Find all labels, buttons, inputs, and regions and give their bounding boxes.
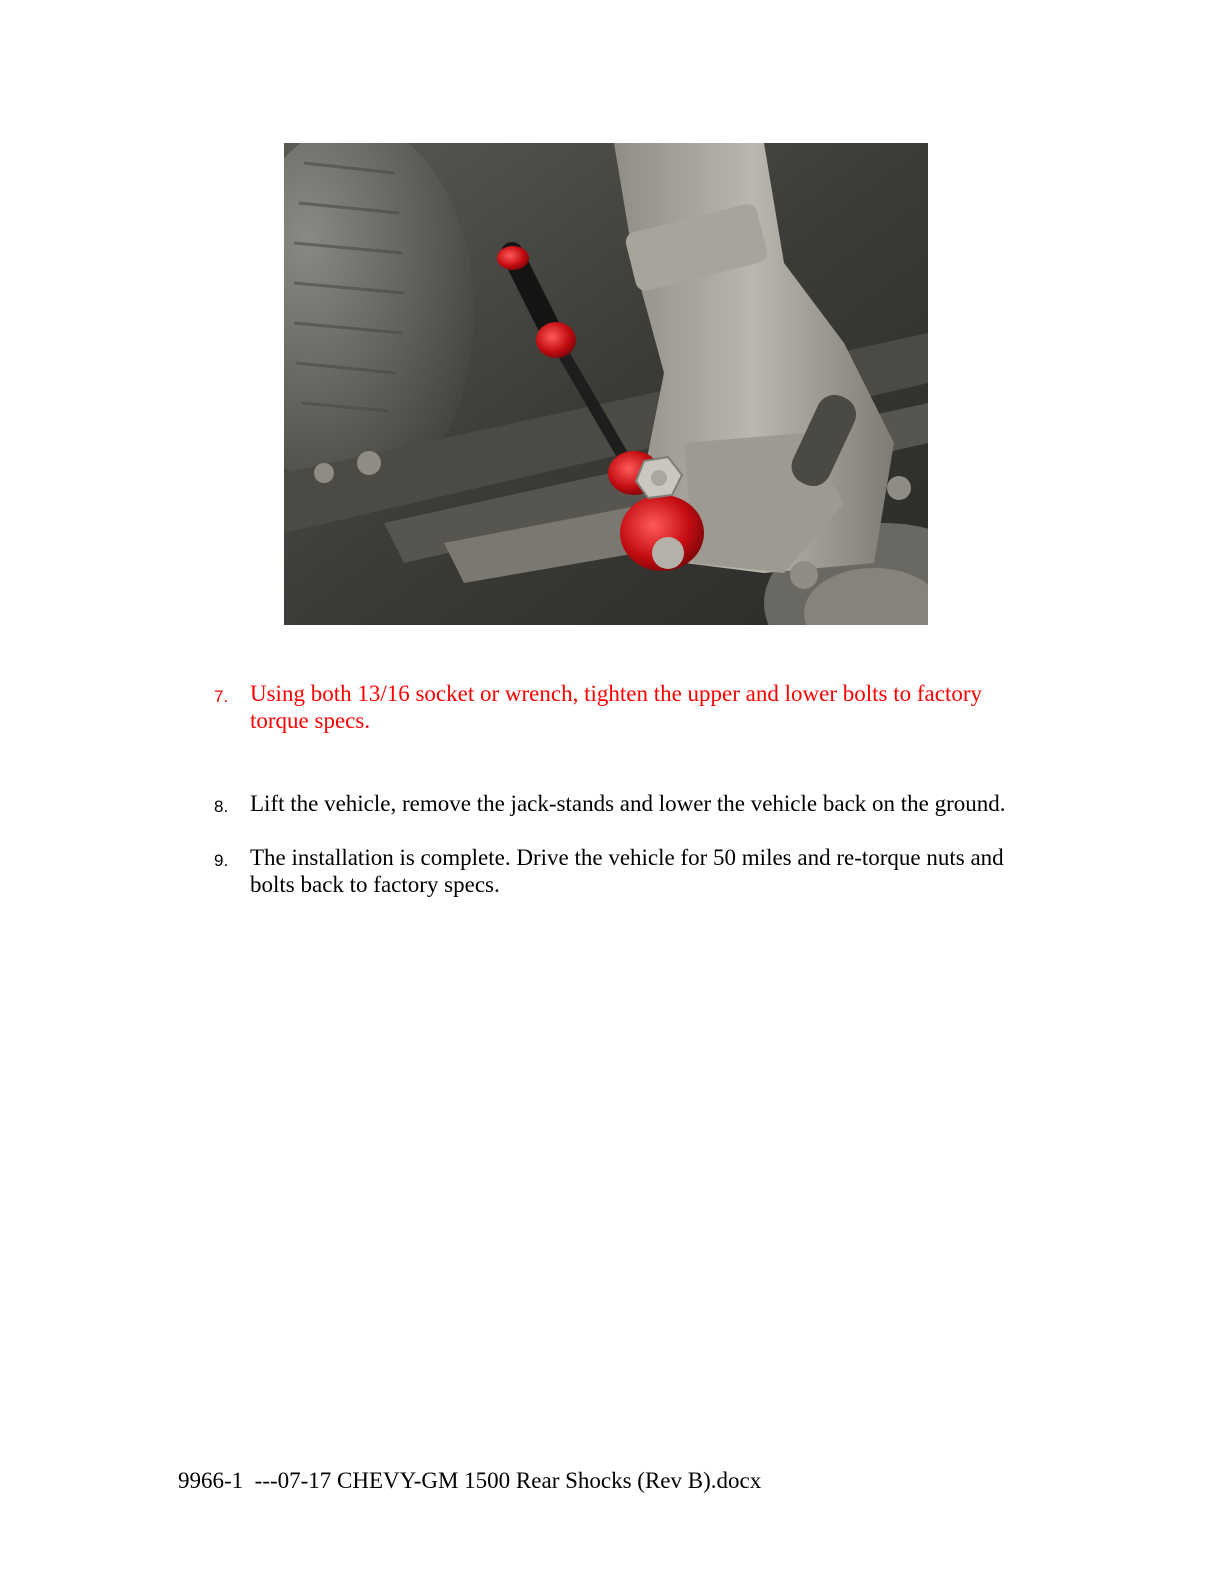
step-9-number: 9.: [214, 851, 229, 870]
step-8-number: 8.: [214, 797, 229, 816]
document-footer: 9966-1 ---07-17 CHEVY-GM 1500 Rear Shocks (Rev B).docx: [178, 1468, 762, 1493]
step-7-text: Using both 13/16 socket or wrench, tighten the upper and lower bolts to factory torque specs.: [250, 681, 983, 733]
step-7: [214, 680, 1044, 734]
step-7-number: 7.: [214, 687, 229, 706]
step-8-text: Lift the vehicle, remove the jack-stands and lower the vehicle back on the ground.: [250, 791, 1006, 816]
step-9-text: The installation is complete. Drive the vehicle for 50 miles and re-torque nuts and bolts back to factory specs.: [250, 845, 1004, 897]
step-8: [214, 790, 1044, 817]
step-9: [214, 844, 1044, 898]
shock-installation-photo: [284, 143, 928, 625]
